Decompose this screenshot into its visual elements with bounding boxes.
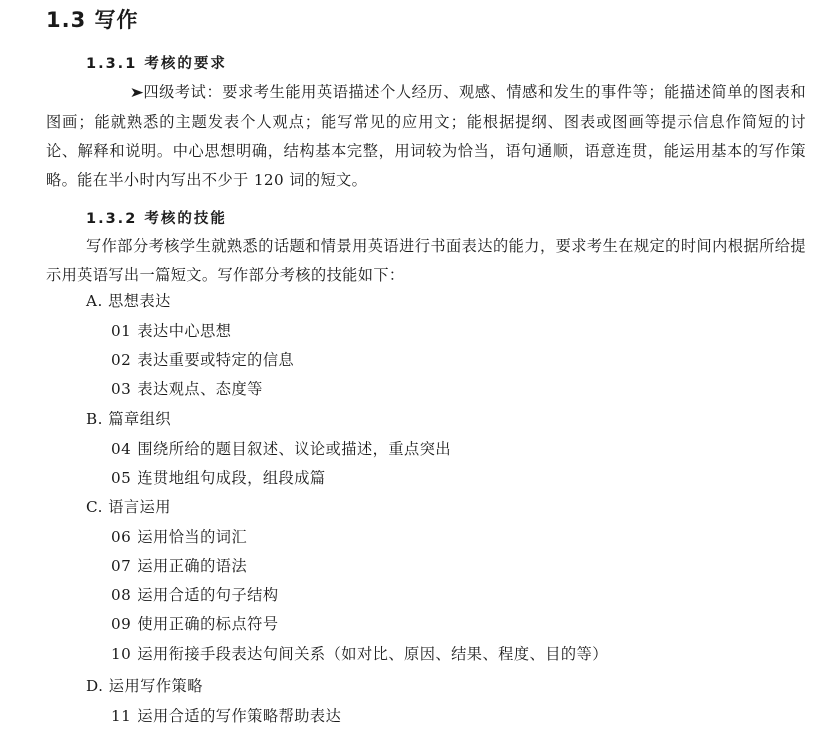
skill-item-text: 表达中心思想 [137,322,232,340]
skill-item-text: 运用恰当的词汇 [137,528,248,546]
skill-item-number: 07 [111,557,132,575]
skill-item-text: 表达观点、态度等 [137,380,263,398]
subsection-heading-skills: 1.3.2 考核的技能 [86,211,227,227]
skill-category: D. 运用写作策略 [86,677,203,695]
skill-item-text: 运用正确的语法 [137,557,248,575]
skill-item-number: 09 [111,615,132,633]
skill-item-text: 表达重要或特定的信息 [137,351,295,369]
skill-item-text: 运用合适的写作策略帮助表达 [137,707,342,725]
skill-item [111,584,279,605]
skill-item-number: 05 [111,469,132,487]
subsection-heading-requirements: 1.3.1 考核的要求 [86,56,227,72]
skill-item [111,320,231,341]
skill-item-number: 08 [111,586,132,604]
skill-item-number: 06 [111,528,132,546]
skill-item [111,467,326,488]
skill-item [111,643,608,664]
skills-intro-paragraph: 写作部分考核学生就熟悉的话题和情景用英语进行书面表达的能力，要求考生在规定的时间内根据所给提示用英语写出一篇短文。写作部分考核的技能如下： [46,237,806,284]
requirements-text: 四级考试：要求考生能用英语描述个人经历、观感、情感和发生的事件等；能描述简单的图表和图画；能就熟悉的主题发表个人观点；能写常见的应用文；能根据提纲、图表或图画等提示信息作简短的讨论、解释和说明。中心思想明确，结构基本完整，用词较为恰当，语句通顺，语意连贯，能运用基本的写作策略。能在半小时内写出不少于 120 词的短文。 [46,83,806,189]
skill-item-text: 连贯地组句成段，组段成篇 [137,469,326,487]
skill-item [111,349,294,370]
skill-item [111,613,279,634]
skill-category: A. 思想表达 [86,292,171,310]
skill-item [111,705,341,726]
skill-item [111,526,247,547]
skill-item [111,438,451,459]
skill-item [111,378,263,399]
skill-item-number: 03 [111,380,132,398]
skill-item-text: 运用衔接手段表达句间关系（如对比、原因、结果、程度、目的等） [137,645,608,663]
right-triangle-arrow-icon: ➤ [129,85,145,101]
skill-item-number: 11 [111,707,132,725]
section-heading: 1.3 写作 [46,8,139,32]
skill-item-number: 02 [111,351,132,369]
skill-item [111,555,247,576]
requirements-paragraph [46,78,806,195]
skill-category: B. 篇章组织 [86,410,172,428]
skill-item-number: 04 [111,440,132,458]
skill-item-text: 使用正确的标点符号 [137,615,279,633]
skill-category: C. 语言运用 [86,498,171,516]
skill-item-text: 运用合适的句子结构 [137,586,279,604]
skill-item-number: 01 [111,322,132,340]
skill-item-number: 10 [111,645,132,663]
skill-item-text: 围绕所给的题目叙述、议论或描述，重点突出 [137,440,452,458]
